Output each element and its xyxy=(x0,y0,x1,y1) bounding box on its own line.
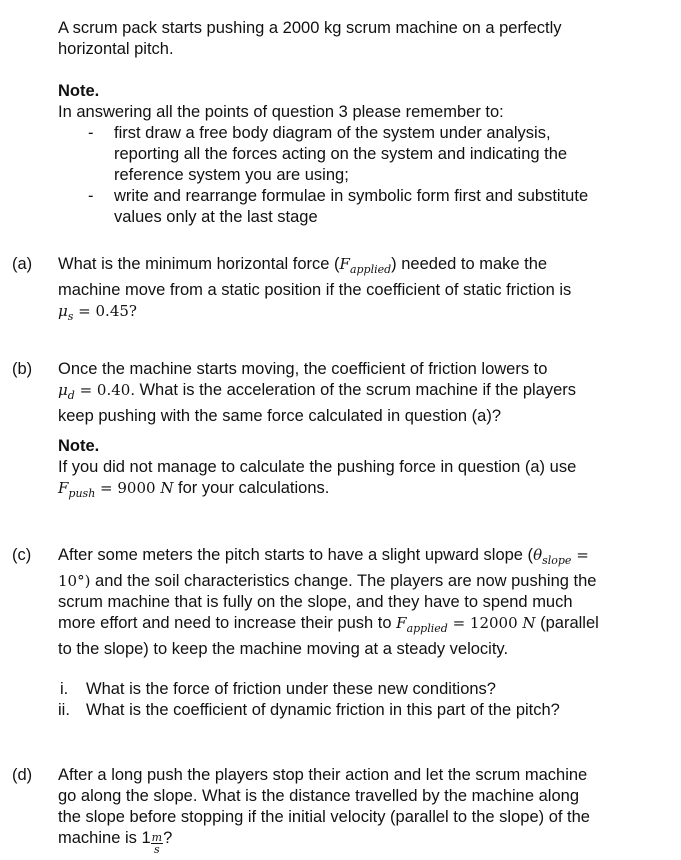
note-title: Note. xyxy=(58,82,100,100)
question-d xyxy=(58,765,668,855)
sub-question-i xyxy=(58,679,668,700)
bullet-dash: - xyxy=(88,187,94,205)
question-line: $\mu_d = 0.40$. What is the acceleration of the scrum machine if the players xyxy=(58,381,577,402)
note-title: Note. xyxy=(58,437,100,455)
question-line: After some meters the pitch starts to have a slight upward slope ($\theta_{slope}$ = xyxy=(58,546,589,567)
note-line: If you did not manage to calculate the pushing force in question (a) use xyxy=(58,458,577,476)
bullet-line: reporting all the forces acting on the system and indicating the xyxy=(114,145,568,163)
question-line: more effort and need to increase their push to $F_{applied} = 12000$ N (parallel xyxy=(58,614,599,635)
question-line: machine move from a static position if the coefficient of static friction is xyxy=(58,281,572,299)
bullet-dash: - xyxy=(88,124,94,142)
question-line: What is the minimum horizontal force $(F_{applied})$ needed to make the xyxy=(58,255,548,276)
question-c-label: (c) xyxy=(12,546,32,564)
question-line: scrum machine that is fully on the slope, and they have to spend much xyxy=(58,593,573,611)
intro-line: A scrum pack starts pushing a 2000 kg scrum machine on a perfectly xyxy=(58,19,562,37)
note-bullet xyxy=(58,186,668,228)
theta-symbol: θ xyxy=(533,546,543,564)
question-d-label: (d) xyxy=(12,766,33,784)
question-a-label: (a) xyxy=(12,255,33,273)
question-line: $\mu_s = 0.45$? xyxy=(58,302,137,323)
bullet-line: values only at the last stage xyxy=(114,208,318,226)
question-line: go along the slope. What is the distance travelled by the machine along xyxy=(58,787,579,805)
mu-symbol: μ xyxy=(58,381,68,399)
sub-question-ii xyxy=(58,700,668,721)
general-note xyxy=(58,81,668,228)
force-symbol: F xyxy=(58,479,69,497)
note-bullet xyxy=(58,123,668,186)
bullet-line: write and rearrange formulae in symbolic form first and substitute xyxy=(114,187,589,205)
question-line: Once the machine starts moving, the coefficient of friction lowers to xyxy=(58,360,548,378)
question-line: keep pushing with the same force calculated in question (a)? xyxy=(58,407,502,425)
question-line: the slope before stopping if the initial velocity (parallel to the slope) of the xyxy=(58,808,590,826)
mu-symbol: μ xyxy=(58,302,68,320)
sub-label: i. xyxy=(60,680,69,698)
question-line: 10°) and the soil characteristics change. The players are now pushing the xyxy=(58,572,597,590)
sub-label: ii. xyxy=(58,701,70,719)
bullet-line: reference system you are using; xyxy=(114,166,349,184)
force-symbol: F xyxy=(339,255,350,273)
question-b-label: (b) xyxy=(12,360,33,378)
note-lead: In answering all the points of question 3 please remember to: xyxy=(58,103,504,121)
bullet-line: first draw a free body diagram of the system under analysis, xyxy=(114,124,551,142)
question-b xyxy=(58,359,668,504)
question-a xyxy=(58,254,668,327)
velocity-unit-fraction: $\frac{m}{s}$ xyxy=(151,831,163,856)
question-line: to the slope) to keep the machine moving at a steady velocity. xyxy=(58,640,509,658)
question-line: machine is 1 $\frac{m}{s}$ ? xyxy=(58,829,173,856)
force-symbol: F xyxy=(396,614,407,632)
question-c xyxy=(58,545,668,721)
question-line: After a long push the players stop their action and let the scrum machine xyxy=(58,766,588,784)
sub-text: What is the coefficient of dynamic friction in this part of the pitch? xyxy=(86,701,560,719)
note-line: $F_{push} = 9000$ N for your calculations. xyxy=(58,479,330,500)
sub-text: What is the force of friction under these new conditions? xyxy=(86,680,496,698)
intro xyxy=(58,18,668,60)
intro-line: horizontal pitch. xyxy=(58,40,174,58)
